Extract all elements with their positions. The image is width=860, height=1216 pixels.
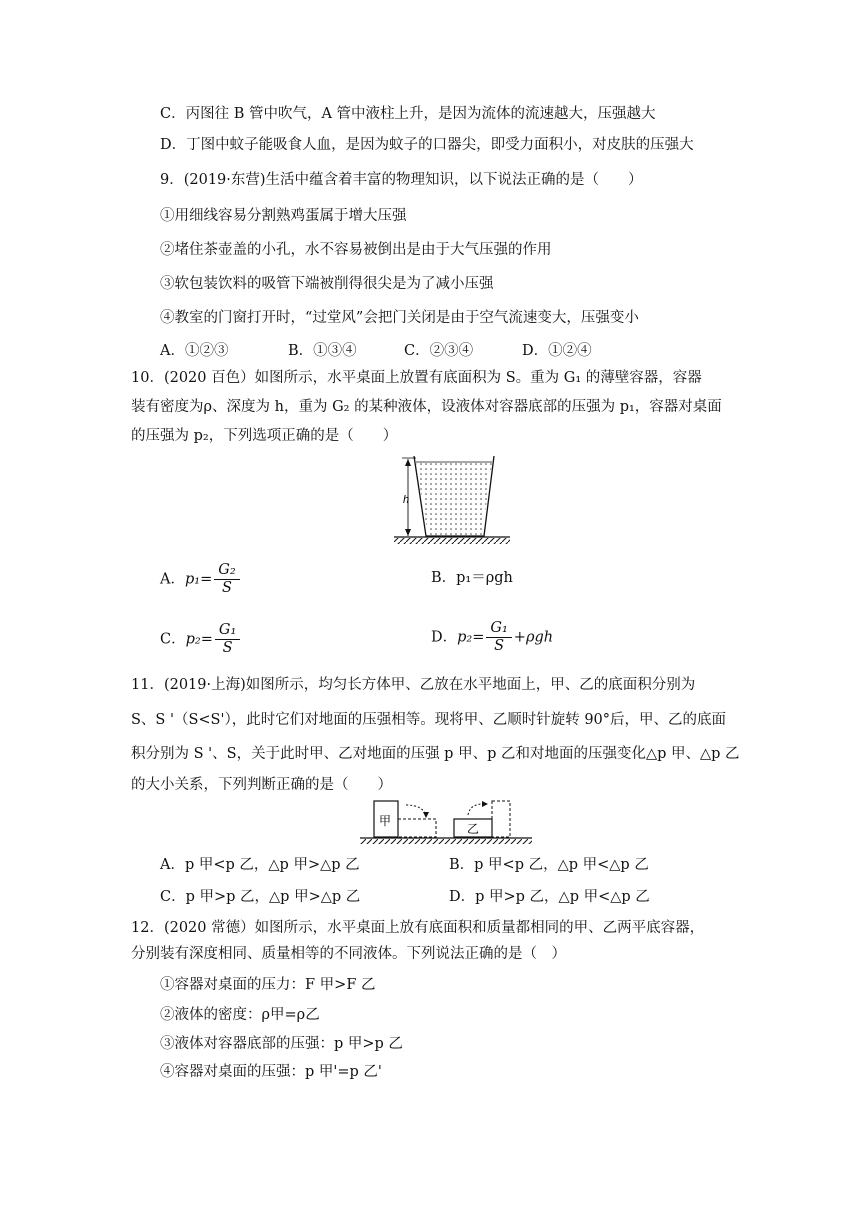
q10-option-a: A．p₁= $\frac{\text{G₂}}{S}$ [160, 562, 242, 597]
q8-option-c: C．丙图往 B 管中吹气，A 管中液柱上升，是因为流体的流速越大，压强越大 [160, 106, 656, 122]
q10-option-b: B．p₁＝ρgh [431, 570, 513, 586]
q9-item-1: ①用细线容易分割熟鸡蛋属于增大压强 [160, 208, 407, 224]
q10-option-a-fraction: $\frac{\text{G₂}}{S}$ [214, 562, 239, 597]
q11-figure-jia-label: 甲 [379, 814, 392, 828]
q10-option-d-fraction: $\frac{\text{G₁}}{S}$ [486, 620, 511, 655]
q11-option-a: A．p 甲<p 乙，△p 甲>△p 乙 [160, 857, 360, 873]
q11-option-c: C．p 甲>p 乙，△p 甲>△p 乙 [160, 889, 361, 905]
q12-item-1: ①容器对桌面的压力：F 甲>F 乙 [160, 977, 376, 993]
q10-stem-line-2: 装有密度为ρ、深度为 h，重为 G₂ 的某种液体，设液体对容器底部的压强为 p₁，容器对桌面 [131, 399, 722, 415]
q10-option-c-fraction: $\frac{\text{G₁}}{S}$ [215, 622, 240, 657]
q9-item-2: ②堵住茶壶盖的小孔，水不容易被倒出是由于大气压强的作用 [160, 242, 552, 258]
q10-figure-h-label: h [403, 494, 410, 506]
q9-item-4: ④教室的门窗打开时，“过堂风”会把门关闭是由于空气流速变大，压强变小 [160, 310, 639, 326]
q11-figure-yi-label: 乙 [467, 822, 480, 836]
q9-option-a: A．①②③ [160, 343, 229, 359]
q8-option-d: D．丁图中蚊子能吸食人血，是因为蚊子的口器尖，即受力面积小，对皮肤的压强大 [160, 137, 694, 153]
q10-container-figure [394, 452, 510, 548]
q12-item-4: ④容器对桌面的压强：p 甲'=p 乙' [160, 1064, 382, 1080]
q11-stem-line-4: 的大小关系，下列判断正确的是（ ） [131, 777, 392, 793]
q9-stem: 9．(2019·东营)生活中蕴含着丰富的物理知识，以下说法正确的是（ ） [160, 172, 643, 188]
q10-option-d: D．p₂= $\frac{\text{G₁}}{S}$ +ρgh [431, 620, 554, 654]
q10-stem-line-1: 10．(2020 百色）如图所示，水平桌面上放置有底面积为 S。重为 G₁ 的薄壁容器，容器 [131, 370, 702, 386]
q9-item-3: ③软包装饮料的吸管下端被削得很尖是为了减小压强 [160, 276, 494, 292]
q12-item-3: ③液体对容器底部的压强：p 甲>p 乙 [160, 1036, 403, 1052]
q11-option-b: B．p 甲<p 乙，△p 甲<△p 乙 [449, 857, 649, 873]
q12-stem-line-2: 分别装有深度相同、质量相等的不同液体。下列说法正确的是（ ） [131, 946, 566, 962]
q11-option-d: D．p 甲>p 乙，△p 甲<△p 乙 [449, 889, 650, 905]
q12-stem-line-1: 12．(2020 常德）如图所示，水平桌面上放有底面积和质量都相同的甲、乙两平底容器， [131, 920, 705, 936]
q10-stem-line-3: 的压强为 p₂，下列选项正确的是（ ） [131, 428, 398, 444]
q11-stem-line-1: 11．(2019·上海)如图所示，均匀长方体甲、乙放在水平地面上，甲、乙的底面积分别为 [131, 677, 696, 693]
q11-blocks-figure [360, 797, 532, 847]
q11-stem-line-3: 积分别为 S '、S，关于此时甲、乙对地面的压强 p 甲、p 乙和对地面的压强变化△p 甲、△p 乙 [131, 746, 740, 762]
q9-option-d: D．①②④ [522, 343, 592, 359]
q12-item-2: ②液体的密度：ρ甲=ρ乙 [160, 1007, 320, 1023]
q9-option-b: B．①③④ [288, 343, 357, 359]
q11-stem-line-2: S、S '（S<S'），此时它们对地面的压强相等。现将甲、乙顺时针旋转 90°后，甲、乙的底面 [131, 712, 727, 728]
q10-option-c: C．p₂= $\frac{\text{G₁}}{S}$ [160, 622, 242, 657]
q9-option-c: C．②③④ [404, 343, 474, 359]
